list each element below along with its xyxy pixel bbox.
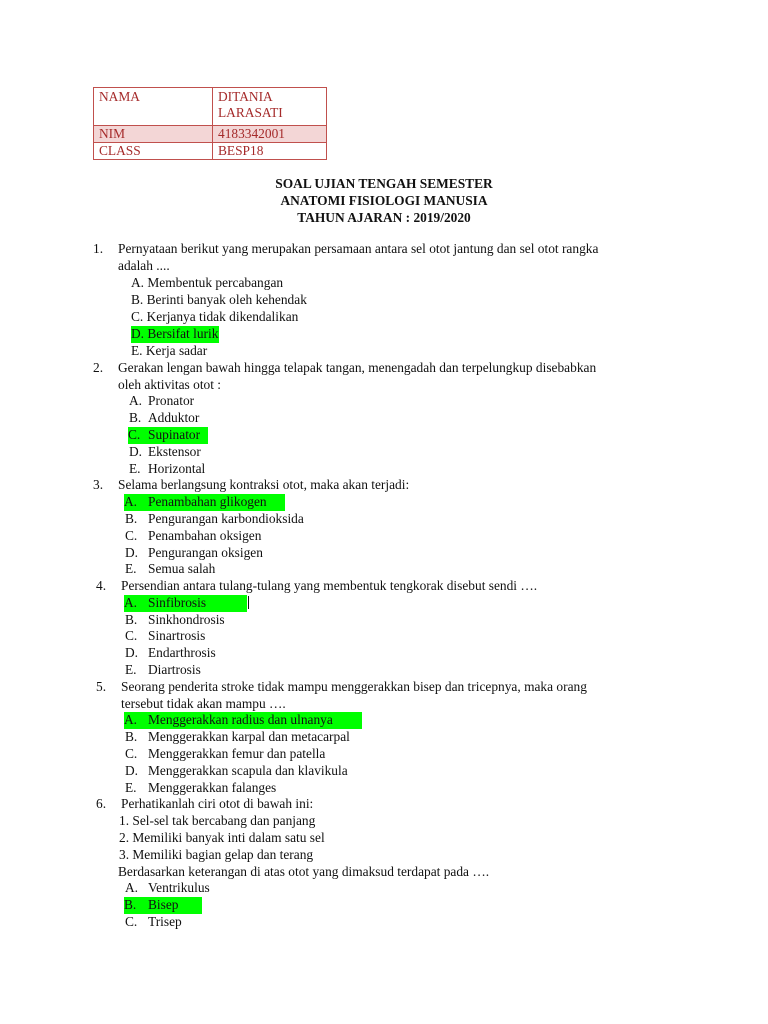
option-e[interactable]: Horizontal xyxy=(148,461,206,476)
question-text: Pernyataan berikut yang merupakan persamaan antara sel otot jantung dan sel otot rangka xyxy=(118,241,599,256)
class-label: CLASS xyxy=(94,143,213,160)
option-b-letter: B. xyxy=(125,511,138,526)
option-e-letter: E. xyxy=(125,561,137,576)
option-b[interactable]: Adduktor xyxy=(148,410,200,425)
option-a-letter: A. xyxy=(124,712,138,727)
option-a-text: Penambahan glikogen xyxy=(148,494,267,509)
option-b-correct[interactable] xyxy=(124,897,202,914)
option-d[interactable]: Menggerakkan scapula dan klavikula xyxy=(148,763,348,778)
nim-value: 4183342001 xyxy=(213,126,327,143)
info-row-name xyxy=(94,88,327,126)
nim-label: NIM xyxy=(94,126,213,143)
question-text: Selama berlangsung kontraksi otot, maka akan terjadi: xyxy=(118,477,410,492)
option-e-letter: E. xyxy=(125,662,137,677)
question-text: Gerakan lengan bawah hingga telapak tangan, menengadah dan terpelungkup disebabkan xyxy=(118,360,597,375)
option-a-letter: A. xyxy=(124,595,138,610)
option-e-letter: E. xyxy=(125,780,137,795)
option-a[interactable]: Ventrikulus xyxy=(148,880,210,895)
option-a-text: Sinfibrosis xyxy=(148,595,207,610)
question-number: 3. xyxy=(93,477,104,492)
option-a-text: Menggerakkan radius dan ulnanya xyxy=(148,712,333,727)
characteristic-3: 3. Memiliki bagian gelap dan terang xyxy=(119,847,314,862)
option-d-letter: D. xyxy=(125,763,139,778)
heading-line-3: TAHUN AJARAN : 2019/2020 xyxy=(297,209,471,225)
option-a[interactable]: Pronator xyxy=(148,393,195,408)
option-b-letter: B. xyxy=(129,410,142,425)
option-e[interactable]: Diartrosis xyxy=(148,662,201,677)
characteristic-2: 2. Memiliki banyak inti dalam satu sel xyxy=(119,830,325,845)
heading-line-2: ANATOMI FISIOLOGI MANUSIA xyxy=(280,192,488,208)
question-number: 4. xyxy=(96,578,107,593)
option-c[interactable]: Menggerakkan femur dan patella xyxy=(148,746,326,761)
option-c-letter: C. xyxy=(125,528,138,543)
option-e[interactable]: Semua salah xyxy=(148,561,216,576)
name-value-line1: DITANIA xyxy=(218,89,273,104)
question-number: 6. xyxy=(96,796,107,811)
option-b[interactable]: Sinkhondrosis xyxy=(148,612,225,627)
option-b[interactable]: Pengurangan karbondioksida xyxy=(148,511,304,526)
option-c[interactable]: C. Kerjanya tidak dikendalikan xyxy=(131,309,299,324)
option-c-letter: C. xyxy=(125,628,138,643)
class-value: BESP18 xyxy=(213,143,327,160)
question-text-cont: Berdasarkan keterangan di atas otot yang dimaksud terdapat pada …. xyxy=(118,864,490,879)
option-d-letter: D. xyxy=(125,545,139,560)
option-a-correct[interactable] xyxy=(124,595,249,612)
option-b[interactable]: Menggerakkan karpal dan metacarpal xyxy=(148,729,350,744)
option-b-text: Bisep xyxy=(148,897,179,912)
option-b-letter: B. xyxy=(125,729,138,744)
question-number: 2. xyxy=(93,360,104,375)
question-text-cont: tersebut tidak akan mampu …. xyxy=(121,696,286,711)
option-a-correct[interactable] xyxy=(124,494,285,511)
option-a-correct[interactable] xyxy=(124,712,362,729)
option-a-letter: A. xyxy=(124,494,138,509)
option-b[interactable]: B. Berinti banyak oleh kehendak xyxy=(131,292,307,307)
option-d-letter: D. xyxy=(125,645,139,660)
question-number: 1. xyxy=(93,241,104,256)
info-row-nim xyxy=(94,126,327,143)
option-c[interactable]: Trisep xyxy=(148,914,182,929)
exam-heading xyxy=(0,176,768,226)
option-c[interactable]: Sinartrosis xyxy=(148,628,206,643)
option-c[interactable]: Penambahan oksigen xyxy=(148,528,262,543)
info-row-class xyxy=(94,143,327,160)
cursor-bar xyxy=(248,596,249,609)
option-c-letter: C. xyxy=(125,746,138,761)
heading-line-1: SOAL UJIAN TENGAH SEMESTER xyxy=(275,176,493,191)
name-label: NAMA xyxy=(94,88,213,126)
question-text: Perhatikanlah ciri otot di bawah ini: xyxy=(121,796,314,811)
student-info-table xyxy=(93,87,327,160)
question-text: Persendian antara tulang-tulang yang membentuk tengkorak disebut sendi …. xyxy=(121,578,538,593)
option-c-correct[interactable] xyxy=(128,427,208,444)
name-value xyxy=(213,88,327,126)
question-text-cont: adalah .... xyxy=(118,258,170,273)
option-d[interactable]: Ekstensor xyxy=(148,444,201,459)
characteristic-1: 1. Sel-sel tak bercabang dan panjang xyxy=(119,813,316,828)
option-b-letter: B. xyxy=(125,612,138,627)
question-text: Seorang penderita stroke tidak mampu menggerakkan bisep dan tricepnya, maka orang xyxy=(121,679,587,694)
question-text-cont: oleh aktivitas otot : xyxy=(118,377,222,392)
option-c-letter: C. xyxy=(128,427,141,442)
option-d-correct[interactable]: D. Bersifat lurik xyxy=(131,326,219,341)
option-a-letter: A. xyxy=(129,393,143,408)
option-a-letter: A. xyxy=(125,880,139,895)
option-a[interactable]: A. Membentuk percabangan xyxy=(131,275,284,290)
option-c-text: Supinator xyxy=(148,427,201,442)
option-e[interactable]: E. Kerja sadar xyxy=(131,343,208,358)
option-d[interactable]: Pengurangan oksigen xyxy=(148,545,263,560)
question-number: 5. xyxy=(96,679,107,694)
option-d-letter: D. xyxy=(129,444,143,459)
option-e-letter: E. xyxy=(129,461,141,476)
option-e[interactable]: Menggerakkan falanges xyxy=(148,780,277,795)
option-d[interactable]: Endarthrosis xyxy=(148,645,216,660)
option-c-letter: C. xyxy=(125,914,138,929)
option-b-letter: B. xyxy=(124,897,137,912)
name-value-line2: LARASATI xyxy=(218,105,283,120)
